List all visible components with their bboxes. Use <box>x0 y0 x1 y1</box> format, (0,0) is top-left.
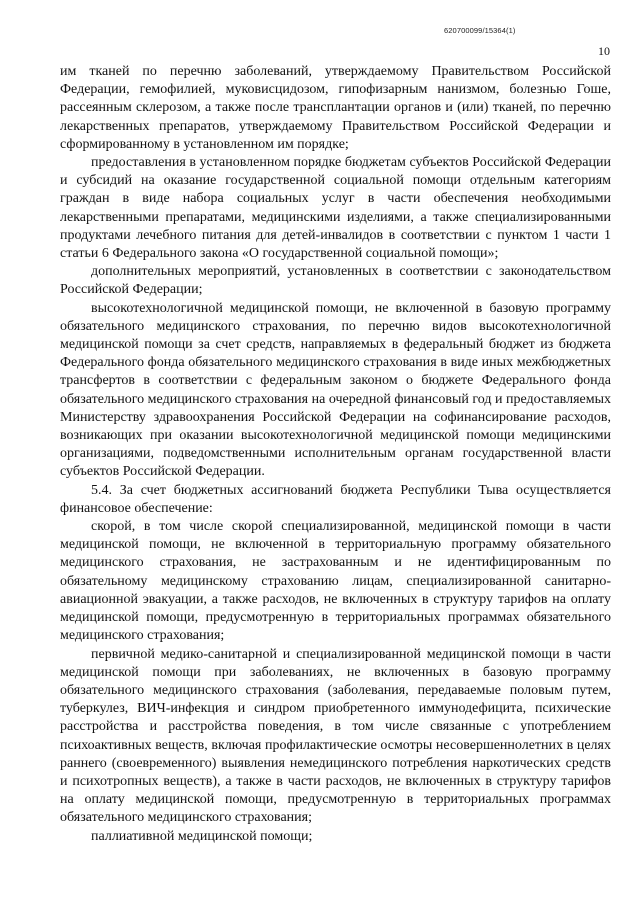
paragraph-primary-care: первичной медико-санитарной и специализированной медицинской помощи в части медицинской помощи при заболеваниях, не включенных в базовую программу обязательного медицинского страхования (заболевания, передаваемые половым путем, туберкулез, ВИЧ-инфекция и синдром приобретенного иммунодефицита, психические расстройства и расстройства поведения, в том числе связанные с употреблением психоактивных веществ, включая профилактические осмотры несовершеннолетних в целях раннего (своевременного) выявления немедицинского потребления наркотических средств и психотропных веществ), а также в части расходов, не включенных в структуру тарифов на оплату медицинской помощи, предусмотренную в территориальных программах обязательного медицинского страхования; <box>60 646 611 826</box>
paragraph-social-services: предоставления в установленном порядке бюджетам субъектов Российской Федерации и субсидий на оказание государственной социальной помощи отдельным категориям граждан в виде набора социальных услуг в части обеспечения необходимыми лекарственными препаратами, медицинскими изделиями, а также специализированными продуктами лечебного питания для детей-инвалидов в соответствии с пунктом 1 части 1 статьи 6 Федерального закона «О государственной социальной помощи»; <box>60 155 611 262</box>
paragraph-section-5-4: 5.4. За счет бюджетных ассигнований бюджета Республики Тыва осуществляется финансовое обеспечение: <box>60 482 611 516</box>
document-body <box>60 63 611 846</box>
paragraph-additional-measures: дополнительных мероприятий, установленных в соответствии с законодательством Российской Федерации; <box>60 264 611 298</box>
page-number: 10 <box>598 44 610 58</box>
paragraph-emergency-care: скорой, в том числе скорой специализированной, медицинской помощи в части медицинской помощи, не включенной в территориальную программу обязательного медицинского страхования, не застрахованным и не идентифицированным по обязательному медицинскому страхованию лицам, специализированной санитарно-авиационной эвакуации, а также расходов, не включенных в структуру тарифов на оплату медицинской помощи, предусмотренную в территориальных программах обязательного медицинского страхования; <box>60 519 611 644</box>
paragraph-continuation: им тканей по перечню заболеваний, утверждаемому Правительством Российской Федерации, гемофилией, муковисцидозом, гипофизарным нанизмом, болезнью Гоше, рассеянным склерозом, а также после трансплантации органов и (или) тканей, по перечню лекарственных препаратов, утверждаемому Правительством Российской Федерации и сформированному в установленном им порядке; <box>60 64 611 152</box>
document-code: 620700099/15364(1) <box>444 26 516 35</box>
paragraph-high-tech-care: высокотехнологичной медицинской помощи, не включенной в базовую программу обязательного медицинского страхования, по перечню видов высокотехнологичной медицинской помощи за счет средств, направляемых в федеральный бюджет из бюджета Федерального фонда обязательного медицинского страхования в виде иных межбюджетных трансфертов в соответствии с федеральным законом о бюджете Федерального фонда обязательного медицинского страхования на очередной финансовый год и предоставляемых Министерству здравоохранения Российской Федерации на софинансирование расходов, возникающих при оказании высокотехнологичной медицинской помощи медицинскими организациями, подведомственными исполнительным органам государственной власти субъектов Российской Федерации. <box>60 300 611 480</box>
paragraph-palliative-care: паллиативной медицинской помощи; <box>91 828 313 844</box>
